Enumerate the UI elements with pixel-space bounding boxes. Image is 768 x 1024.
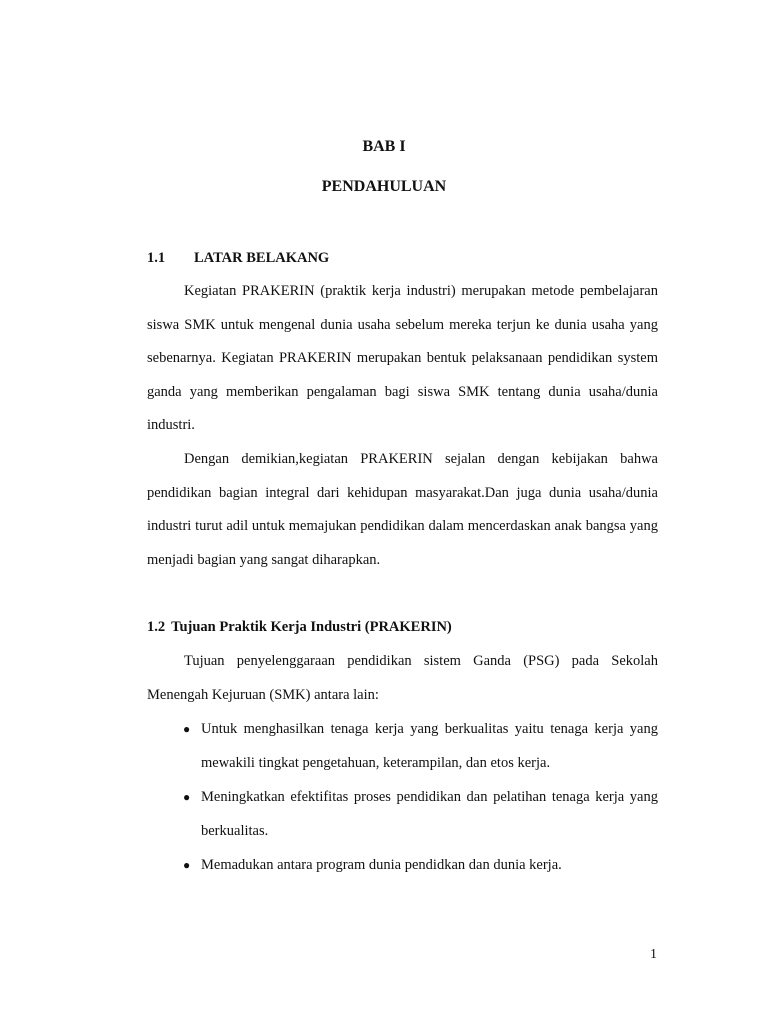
list-item-text: Untuk menghasilkan tenaga kerja yang berkualitas yaitu tenaga kerja yang mewakili tingkat pengetahuan, keterampilan, dan etos kerja.: [201, 721, 658, 771]
bullet-icon: ●: [183, 790, 191, 804]
section-number: 1.1: [147, 250, 166, 266]
section-heading-latar-belakang: [147, 250, 329, 267]
list-item: [183, 712, 658, 780]
list-item-text: Memadukan antara program dunia pendidkan dan dunia kerja.: [201, 857, 562, 873]
list-item: [183, 848, 658, 882]
section-title: LATAR BELAKANG: [194, 250, 330, 266]
page-number: 1: [650, 947, 657, 962]
section-heading-tujuan-prakerin: [147, 619, 452, 636]
paragraph-tujuan-intro: Tujuan penyelenggaraan pendidikan sistem Ganda (PSG) pada Sekolah Menengah Kejuruan (SMK) antara lain:: [147, 653, 658, 703]
section-number: 1.2: [147, 619, 166, 635]
paragraph-dengan-demikian: Dengan demikian,kegiatan PRAKERIN sejalan dengan kebijakan bahwa pendidikan bagian integral dari kehidupan masyarakat.Dan juga dunia usaha/dunia industri turut adil untuk memajukan pendidikan dalam mencerdaskan anak bangsa yang menjadi bagian yang sangat diharapkan.: [147, 451, 658, 568]
list-item: [183, 780, 658, 848]
bullet-icon: ●: [183, 722, 191, 736]
bullet-icon: ●: [183, 858, 191, 872]
section-title: Tujuan Praktik Kerja Industri (PRAKERIN): [171, 619, 452, 635]
paragraph-kegiatan-prakerin: Kegiatan PRAKERIN (praktik kerja industri) merupakan metode pembelajaran siswa SMK untuk mengenal dunia usaha sebelum mereka terjun ke dunia usaha yang sebenarnya. Kegiatan PRAKERIN merupakan bentuk pelaksanaan pendidikan system ganda yang memberikan pengalaman bagi siswa SMK tentang dunia usaha/dunia industri.: [147, 283, 658, 433]
chapter-number: BAB I: [362, 138, 406, 155]
list-item-text: Meningkatkan efektifitas proses pendidikan dan pelatihan tenaga kerja yang berkualitas.: [201, 789, 658, 839]
chapter-title: PENDAHULUAN: [321, 178, 447, 195]
bullet-list-tujuan: [183, 712, 658, 882]
